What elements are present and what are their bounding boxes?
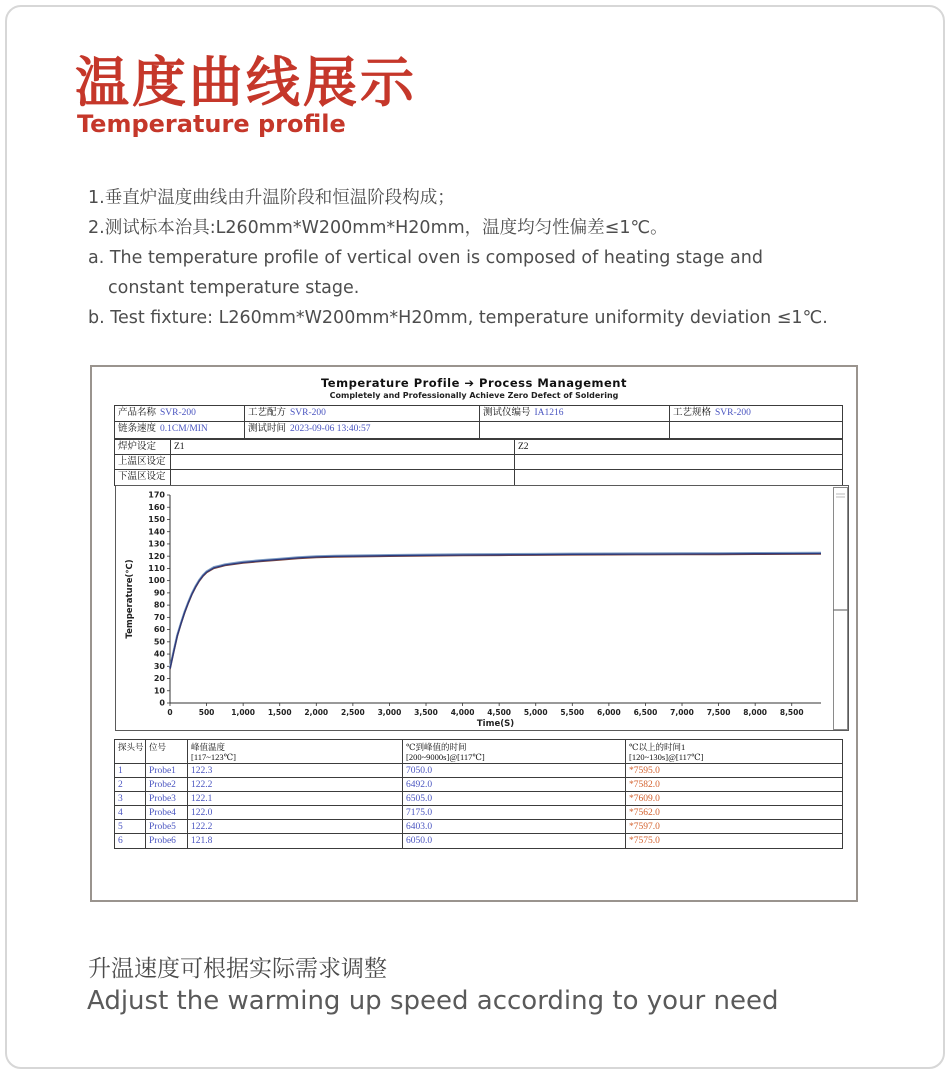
note-line-1: 1.垂直炉温度曲线由升温阶段和恒温阶段构成； (88, 188, 455, 208)
zone-z1: Z1 (171, 440, 515, 454)
report-panel (90, 365, 858, 902)
svg-text:7,500: 7,500 (706, 708, 731, 717)
info-value: SVR-200 (290, 408, 326, 418)
report-subtitle: Completely and Professionally Achieve Zero Defect of Soldering (329, 391, 619, 400)
probe-pos: Probe3 (146, 792, 188, 805)
empty-cell (171, 455, 515, 469)
empty-cell (670, 422, 842, 438)
col-header: 位号 (146, 740, 188, 763)
info-label: 链条速度 (118, 424, 157, 434)
info-label: 工艺规格 (673, 408, 712, 418)
probe-time-to-peak: 6492.0 (403, 778, 626, 791)
svg-text:40: 40 (153, 649, 165, 659)
probe-time-above: *7595.0 (629, 766, 660, 776)
svg-text:0: 0 (159, 698, 165, 708)
info-value: SVR-200 (160, 408, 196, 418)
table-row (115, 778, 842, 792)
probe-time-above: *7597.0 (629, 822, 660, 832)
probe-pos: Probe4 (146, 806, 188, 819)
probe-time-to-peak: 7175.0 (403, 806, 626, 819)
table-row (115, 834, 842, 848)
empty-cell (480, 422, 670, 438)
svg-text:80: 80 (153, 600, 165, 610)
zone-label: 下温区设定 (115, 470, 171, 485)
col-header: ℃到峰值的时间 [200~9000s]@[117℃] (403, 740, 626, 763)
table-row (115, 406, 842, 422)
svg-text:5,000: 5,000 (523, 708, 548, 717)
svg-text:3,000: 3,000 (377, 708, 402, 717)
svg-text:4,500: 4,500 (487, 708, 512, 717)
probe-time-to-peak: 7050.0 (403, 764, 626, 777)
probe-no: 3 (115, 792, 146, 805)
svg-text:60: 60 (153, 625, 165, 635)
info-table (114, 405, 843, 439)
note-line-3: a. The temperature profile of vertical oven is composed of heating stage and (88, 248, 763, 268)
svg-text:2,000: 2,000 (304, 708, 329, 717)
svg-text:500: 500 (198, 708, 215, 717)
table-row (115, 455, 842, 470)
svg-text:2,500: 2,500 (340, 708, 365, 717)
svg-text:50: 50 (153, 637, 165, 647)
footer-note-en: Adjust the warming up speed according to your need (87, 986, 779, 1016)
probe-peak: 122.2 (188, 820, 403, 833)
note-line-4: constant temperature stage. (108, 278, 360, 298)
svg-text:Time(S): Time(S) (476, 719, 515, 729)
probe-peak: 122.1 (188, 792, 403, 805)
svg-text:130: 130 (148, 539, 165, 549)
svg-text:8,500: 8,500 (779, 708, 804, 717)
temperature-curve-svg (116, 486, 850, 732)
probe-no: 6 (115, 834, 146, 848)
svg-text:20: 20 (153, 674, 165, 684)
note-line-2: 2.测试标本治具:L260mm*W200mm*H20mm，温度均匀性偏差≤1℃。 (88, 218, 668, 238)
col-header: 探头号 (115, 740, 146, 763)
page-title: 温度曲线展示 (75, 50, 417, 114)
empty-cell (515, 470, 842, 485)
temperature-chart (115, 485, 849, 731)
svg-text:8,000: 8,000 (743, 708, 768, 717)
svg-text:150: 150 (148, 515, 165, 525)
svg-text:6,500: 6,500 (633, 708, 658, 717)
table-row (115, 792, 842, 806)
svg-text:140: 140 (148, 527, 165, 537)
svg-text:100: 100 (148, 576, 165, 586)
svg-text:1,500: 1,500 (267, 708, 292, 717)
probe-table (114, 739, 843, 849)
probe-peak: 122.3 (188, 764, 403, 777)
table-row (115, 470, 842, 485)
probe-pos: Probe1 (146, 764, 188, 777)
svg-text:0: 0 (167, 708, 173, 717)
col-header: 峰值温度 [117~123℃] (188, 740, 403, 763)
notes-block (88, 183, 878, 333)
probe-pos: Probe6 (146, 834, 188, 848)
svg-text:4,000: 4,000 (450, 708, 475, 717)
empty-cell (515, 455, 842, 469)
table-row (115, 764, 842, 778)
info-label: 产品名称 (118, 408, 157, 418)
info-value: SVR-200 (715, 408, 751, 418)
probe-no: 2 (115, 778, 146, 791)
table-row (115, 422, 842, 438)
probe-no: 5 (115, 820, 146, 833)
probe-time-to-peak: 6403.0 (403, 820, 626, 833)
info-label: 测试时间 (248, 424, 287, 434)
probe-pos: Probe2 (146, 778, 188, 791)
svg-text:30: 30 (153, 661, 165, 671)
probe-peak: 122.0 (188, 806, 403, 819)
svg-text:6,000: 6,000 (597, 708, 621, 717)
probe-time-above: *7562.0 (629, 808, 660, 818)
svg-text:160: 160 (148, 502, 165, 512)
col-header: ℃以上的时间1 [120~130s]@[117℃] (629, 742, 704, 762)
zone-label: 上温区设定 (115, 455, 171, 469)
info-label: 测试仪编号 (483, 408, 531, 418)
info-value: 0.1CM/MIN (160, 424, 208, 434)
svg-text:90: 90 (153, 588, 165, 598)
empty-cell (171, 470, 515, 485)
probe-peak: 122.2 (188, 778, 403, 791)
svg-text:Temperature(℃): Temperature(℃) (125, 559, 135, 639)
info-value: 2023-09-06 13:40:57 (290, 424, 371, 434)
probe-header-row (115, 740, 842, 764)
svg-text:170: 170 (148, 490, 165, 500)
probe-time-to-peak: 6505.0 (403, 792, 626, 805)
probe-no: 4 (115, 806, 146, 819)
probe-time-above: *7609.0 (629, 794, 660, 804)
svg-text:5,500: 5,500 (560, 708, 585, 717)
probe-time-above: *7582.0 (629, 780, 660, 790)
svg-text:7,000: 7,000 (670, 708, 694, 717)
probe-peak: 121.8 (188, 834, 403, 848)
info-label: 工艺配方 (248, 408, 287, 418)
footer-note-cn: 升温速度可根据实际需求调整 (88, 956, 387, 982)
svg-text:1,000: 1,000 (231, 708, 256, 717)
svg-text:3,500: 3,500 (414, 708, 438, 717)
probe-pos: Probe5 (146, 820, 188, 833)
table-row (115, 820, 842, 834)
page-subtitle: Temperature profile (77, 110, 346, 138)
probe-time-to-peak: 6050.0 (403, 834, 626, 848)
svg-text:10: 10 (153, 686, 165, 696)
report-title: Temperature Profile ➔ Process Management (320, 376, 627, 390)
table-row (115, 440, 842, 455)
svg-text:70: 70 (153, 612, 165, 622)
probe-time-above: *7575.0 (629, 836, 660, 846)
info-value: IA1216 (534, 408, 564, 418)
svg-text:120: 120 (148, 551, 165, 561)
svg-text:110: 110 (148, 564, 165, 574)
zone-z2: Z2 (518, 442, 529, 452)
zone-table (114, 439, 843, 486)
table-row (115, 806, 842, 820)
zone-label: 焊炉设定 (115, 440, 171, 454)
note-line-5: b. Test fixture: L260mm*W200mm*H20mm, temperature uniformity deviation ≤1℃. (88, 308, 828, 328)
probe-no: 1 (115, 764, 146, 777)
